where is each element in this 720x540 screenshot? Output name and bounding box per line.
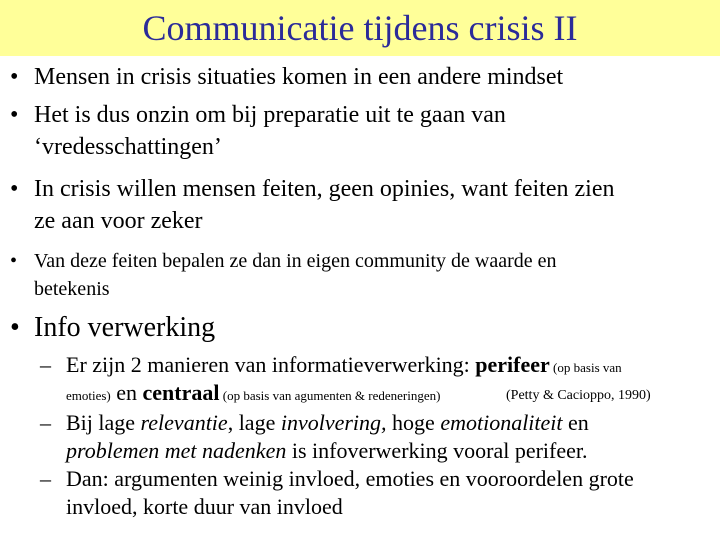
sub-italic-term: emotionaliteit (440, 410, 563, 435)
sub-text: , lage (227, 410, 281, 435)
bullet-icon: • (10, 176, 19, 202)
sub-small-note: (op basis van (549, 360, 622, 375)
dash-icon: – (40, 352, 51, 377)
sub-bold-term: centraal (142, 380, 220, 405)
bullet-text: Van deze feiten bepalen ze dan in eigen community de waarde en (34, 250, 557, 272)
citation: (Petty & Cacioppo, 1990) (506, 388, 651, 403)
sub-italic-term: problemen met nadenken (66, 438, 287, 463)
bullet-heading: Info verwerking (34, 312, 216, 343)
sub-small-note: (op basis van agumenten & redeneringen) (219, 388, 441, 403)
sub-item-text (66, 352, 622, 378)
slide-title: Communicatie tijdens crisis II (142, 8, 578, 48)
bullet-text-continued: ‘vredesschattingen’ (34, 134, 222, 160)
sub-italic-term: relevantie (140, 410, 228, 435)
bullet-text: Mensen in crisis situaties komen in een andere mindset (34, 64, 564, 90)
bullet-icon: • (10, 102, 19, 128)
sub-small-note: emoties) (66, 388, 111, 403)
sub-item-text: Dan: argumenten weinig invloed, emoties en vooroordelen grote (66, 466, 634, 491)
sub-item-text (66, 410, 589, 436)
bullet-text-continued: betekenis (34, 278, 110, 300)
sub-italic-term: involvering, (280, 410, 387, 435)
bullet-icon: • (10, 64, 19, 90)
sub-text: is infoverwerking vooral perifeer. (286, 438, 588, 463)
bullet-text: Het is dus onzin om bij preparatie uit te gaan van (34, 102, 506, 128)
sub-item-text-continued (66, 380, 440, 406)
sub-text: Bij lage (66, 410, 141, 435)
dash-icon: – (40, 466, 51, 491)
sub-item-text-continued (66, 438, 588, 464)
bullet-icon: • (10, 312, 20, 343)
title-bar (0, 0, 720, 56)
bullet-icon: • (10, 250, 18, 272)
bullet-text-continued: ze aan voor zeker (34, 208, 203, 234)
dash-icon: – (40, 410, 51, 435)
sub-item-text-continued: invloed, korte duur van invloed (66, 494, 343, 519)
sub-text: en (562, 410, 589, 435)
sub-text: hoge (386, 410, 441, 435)
sub-text: en (110, 380, 143, 405)
sub-text: Er zijn 2 manieren van informatieverwerking: (66, 352, 476, 377)
bullet-text: In crisis willen mensen feiten, geen opinies, want feiten zien (34, 176, 615, 202)
sub-bold-term: perifeer (475, 352, 550, 377)
